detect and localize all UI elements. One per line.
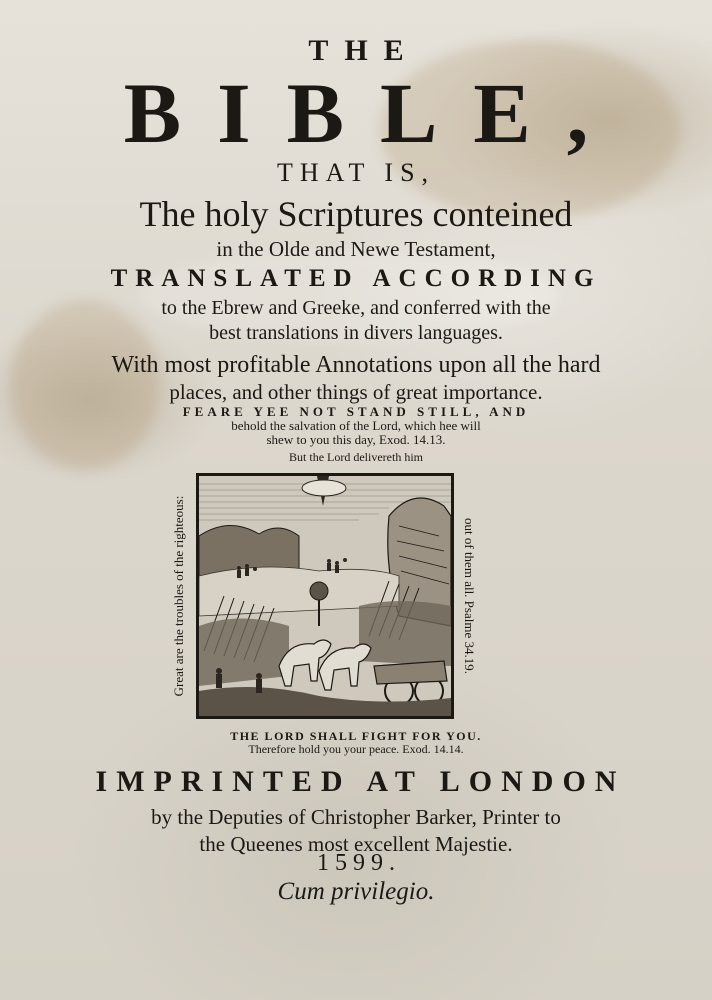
that-is: THAT IS, xyxy=(276,158,436,187)
deputies-line: by the Deputies of Christopher Barker, Printer to xyxy=(151,805,561,829)
holy-scriptures: The holy Scriptures conteined xyxy=(139,194,573,234)
exodus-quote-1: FEARE YEE NOT STAND STILL, AND xyxy=(182,404,530,419)
but-the-lord: But the Lord delivereth him xyxy=(289,450,423,464)
woodcut-illustration xyxy=(196,473,454,719)
red-sea-crossing-image xyxy=(199,476,451,716)
annotations-line-1: With most profitable Annotations upon all the hard xyxy=(111,352,601,378)
cum-privilegio: Cum privilegio. xyxy=(277,878,435,905)
publication-year: 1599. xyxy=(317,850,401,876)
title-bible: BIBLE, xyxy=(123,65,625,161)
hold-your-peace: Therefore hold you your peace. Exod. 14.14. xyxy=(248,742,464,756)
exodus-quote-3: shew to you this day, Exod. 14.13. xyxy=(266,432,446,447)
imprinted-at-london: IMPRINTED AT LONDON xyxy=(95,765,626,798)
best-translations: best translations in divers languages. xyxy=(209,322,503,344)
translated-according: TRANSLATED ACCORDING xyxy=(110,265,602,292)
right-caption-text: out of them all. Psalme 34.19. xyxy=(462,518,477,674)
left-caption-text: Great are the troubles of the righteous: xyxy=(171,495,186,697)
queenes-line: the Queenes most excellent Majestie. xyxy=(199,832,513,856)
ebrew-greeke: to the Ebrew and Greeke, and conferred with the xyxy=(161,297,551,319)
olde-newe-testament: in the Olde and Newe Testament, xyxy=(216,237,496,261)
lord-shall-fight: THE LORD SHALL FIGHT FOR YOU. xyxy=(230,729,482,743)
exodus-quote-2: behold the salvation of the Lord, which hee will xyxy=(231,418,481,433)
annotations-line-2: places, and other things of great importance. xyxy=(169,380,543,404)
title-the: THE xyxy=(308,34,420,67)
